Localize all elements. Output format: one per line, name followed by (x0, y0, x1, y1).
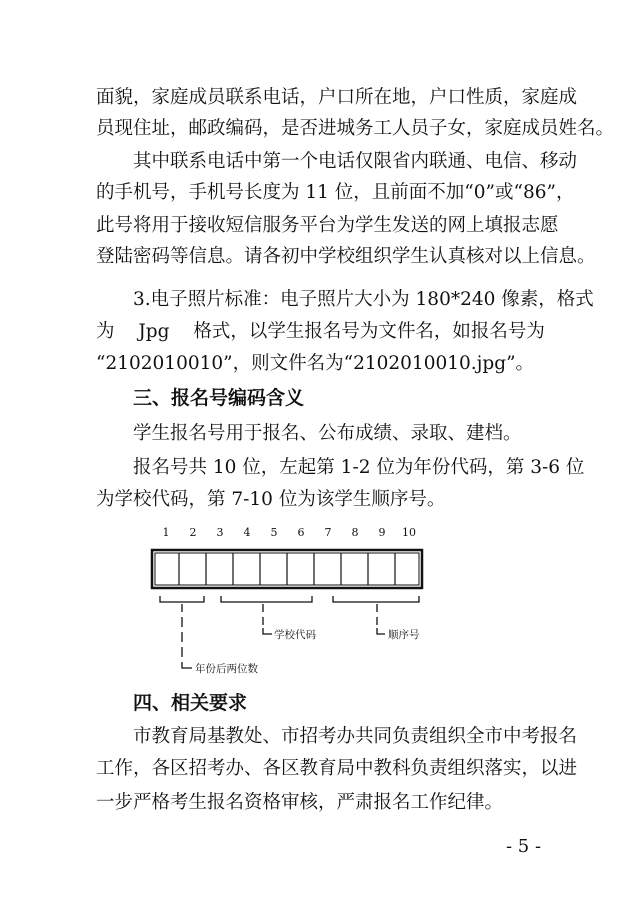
bracket-year (160, 596, 204, 668)
paragraph-line: 学生报名号用于报名、公布成绩、录取、建档。 (133, 423, 522, 444)
paragraph-line: 一步严格考生报名资格审核，严肃报名工作纪律。 (96, 792, 504, 813)
digit-label: 4 (243, 526, 251, 539)
digit-label: 6 (297, 526, 305, 539)
digit-label: 7 (324, 526, 332, 539)
paragraph-line: 为学校代码，第 7-10 位为该学生顺序号。 (96, 489, 446, 510)
digit-label: 1 (162, 526, 170, 539)
paragraph-line: 其中联系电话中第一个电话仅限省内联通、电信、移动 (133, 151, 578, 172)
paragraph-line: 面貌，家庭成员联系电话，户口所在地，户口性质，家庭成 (96, 87, 578, 108)
paragraph-line: 市教育局基教处、市招考办共同负责组织全市中考报名 (133, 726, 578, 747)
digit-label: 3 (216, 526, 224, 539)
digit-label: 2 (189, 526, 197, 539)
label-sequence-number: 顺序号 (388, 629, 420, 641)
digit-label: 9 (378, 526, 386, 539)
paragraph-line: 的手机号，手机号长度为 11 位，且前面不加“0”或“86”， (96, 182, 575, 203)
paragraph-line: 员现住址，邮政编码，是否进城务工人员子女，家庭成员姓名。 (96, 118, 615, 139)
section-heading: 四、相关要求 (133, 692, 248, 714)
paragraph-line: 工作，各区招考办、各区教育局中教科负责组织落实，以进 (96, 758, 578, 779)
registration-number-diagram (140, 520, 440, 690)
paragraph-line: 报名号共 10 位，左起第 1-2 位为年份代码，第 3-6 位 (133, 457, 585, 478)
page-number: - 5 - (506, 836, 542, 857)
section-heading: 三、报名号编码含义 (133, 387, 305, 409)
digit-label: 10 (402, 526, 416, 539)
paragraph-line: 3.电子照片标准：电子照片大小为 180*240 像素，格式 (133, 289, 594, 310)
paragraph-line: 登陆密码等信息。请各初中学校组织学生认真核对以上信息。 (96, 246, 596, 267)
paragraph-line: 此号将用于接收短信服务平台为学生发送的网上填报志愿 (96, 215, 559, 236)
label-school-code: 学校代码 (274, 629, 316, 641)
digit-cell-dividers (179, 553, 395, 585)
paragraph-line: 为 Jpg 格式，以学生报名号为文件名，如报名号为 (96, 321, 545, 342)
paragraph-line: “2102010010”，则文件名为“2102010010.jpg”。 (96, 353, 535, 374)
label-year-code: 年份后两位数 (195, 663, 258, 675)
digit-label: 8 (351, 526, 359, 539)
digit-label: 5 (270, 526, 278, 539)
